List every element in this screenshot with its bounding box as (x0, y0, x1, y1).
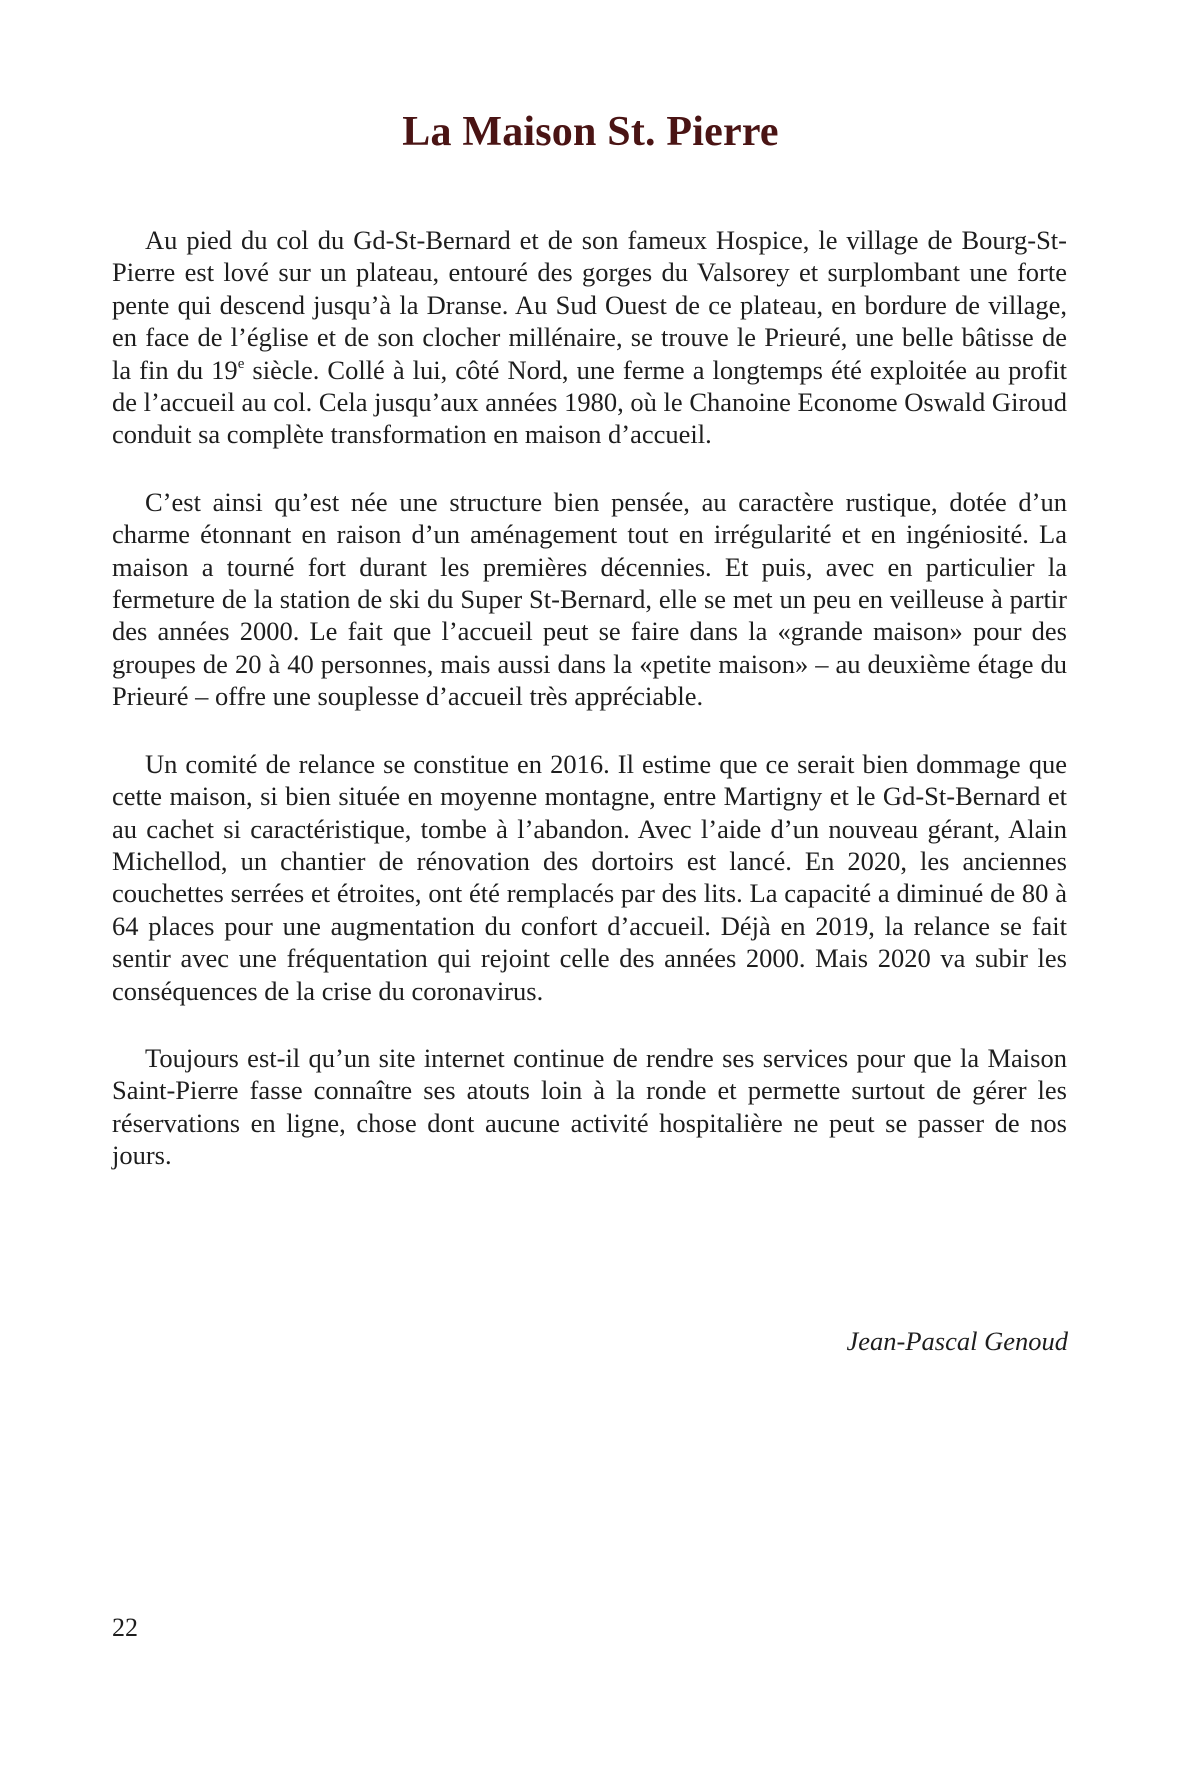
author-signature: Jean-Pascal Genoud (846, 1326, 1068, 1356)
paragraph-2: C’est ainsi qu’est née une structure bien pensée, au caractère rustique, dotée d’un charme étonnant en raison d’un aménagement tout en irrégularité et en ingéniosité. La maison a tourné fort durant les premières décennies. Et puis, avec en particulier la fermeture de la station de ski du Super St-Bernard, elle se met un peu en veilleuse à partir des années 2000. Le fait que l’accueil peut se faire dans la «grande maison» pour des groupes de 20 à 40 personnes, mais aussi dans la «petite maison» – au deuxième étage du Prieuré – offre une souplesse d’accueil très appréciable. (112, 486, 1067, 712)
ordinal-superscript: e (237, 355, 245, 372)
page-title: La Maison St. Pierre (402, 109, 779, 155)
paragraph-3: Un comité de relance se constitue en 2016. Il estime que ce serait bien dommage que cette maison, si bien située en moyenne montagne, entre Martigny et le Gd-St-Bernard et au cachet si caractéristique, tombe à l’abandon. Avec l’aide d’un nouveau gérant, Alain Michellod, un chantier de rénovation des dortoirs est lancé. En 2020, les anciennes couchettes serrées et étroites, ont été remplacés par des lits. La capacité a diminué de 80 à 64 places pour une augmentation du confort d’accueil. Déjà en 2019, la relance se fait sentir avec une fréquentation qui rejoint celle des années 2000. Mais 2020 va subir les conséquences de la crise du coronavirus. (112, 748, 1067, 1006)
article-body (112, 224, 1067, 1207)
page-number: 22 (112, 1613, 138, 1642)
paragraph-4: Toujours est-il qu’un site internet continue de rendre ses services pour que la Maison Saint-Pierre fasse connaître ses atouts loin à la ronde et permette surtout de gérer les réservations en ligne, chose dont aucune activité hospitalière ne peut se passer de nos jours. (112, 1042, 1067, 1171)
paragraph-1-text-end: siècle. Collé à lui, côté Nord, une ferme a longtemps été exploitée au profit de l’accueil au col. Cela jusqu’aux années 1980, où le Chanoine Econome Oswald Giroud conduit sa complète transformation en maison d’accueil. (112, 354, 1067, 450)
paragraph-1 (112, 224, 1067, 451)
paragraph-1-text-start: Au pied du col du Gd-St-Bernard et de son fameux Hospice, le village de Bourg-St-Pierre est lové sur un plateau, entouré des gorges du Valsorey et surplombant une forte pente qui descend jusqu’à la Dranse. Au Sud Ouest de ce plateau, en bordure de village, en face de l’église et de son clocher millénaire, se trouve le Prieuré, une belle bâtisse de la fin du 19 (112, 225, 1067, 385)
